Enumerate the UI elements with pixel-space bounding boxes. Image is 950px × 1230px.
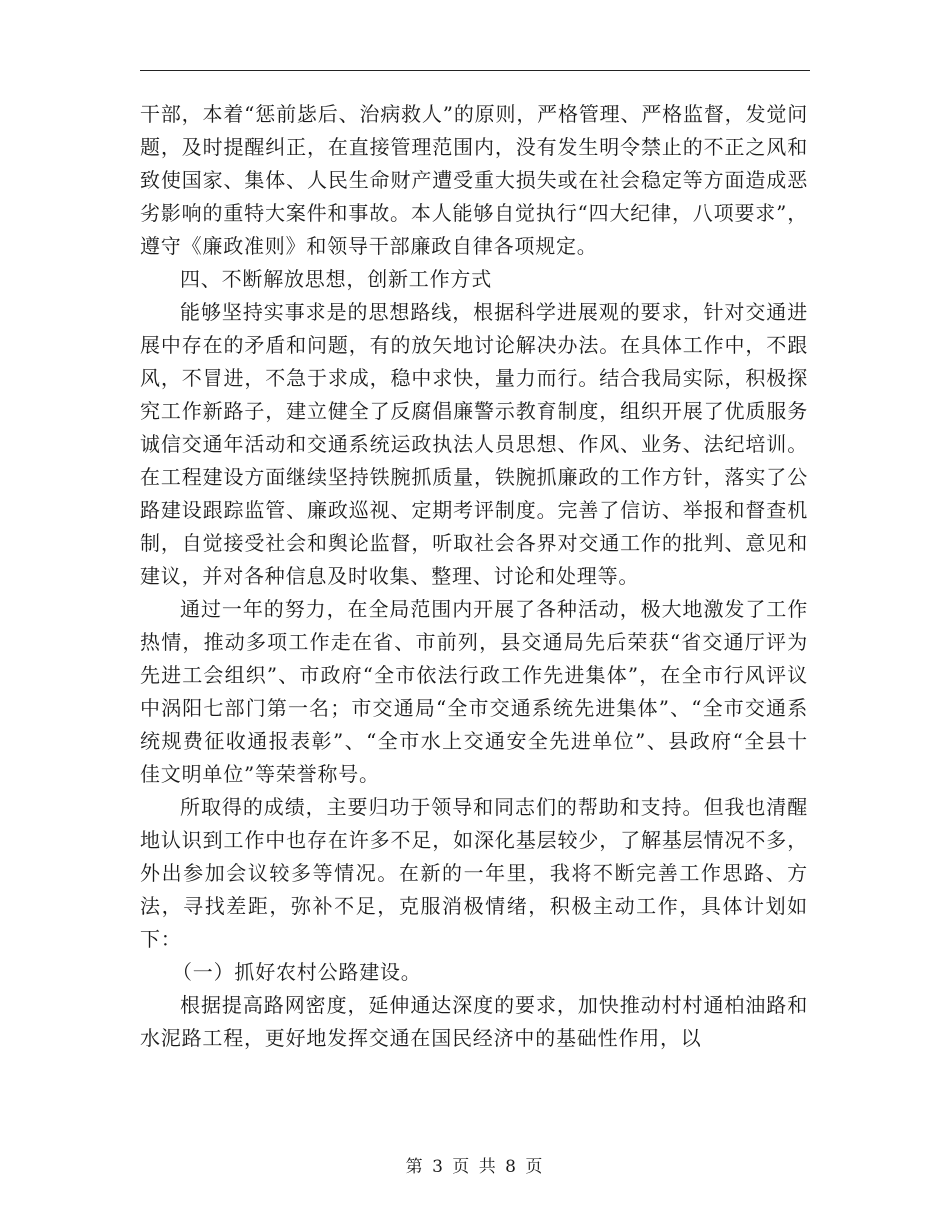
section-heading-4: 四、不断解放思想，创新工作方式 [180,267,492,291]
page-number-footer: 第 3 页 共 8 页 [405,1157,545,1177]
paragraph-achievements: 通过一年的努力，在全局范围内开展了各种活动，极大地激发了工作热情，推动多项工作走在省、市前列，县交通局先后荣获“省交通厅评为先进工会组织”、市政府“全市依法行政工作先进集体”，在全市行风评议中涡阳七部门第一名；市交通局“全市交通系统先进集体”、“全市交通系统规费征收通报表彰”、“全市水上交通安全先进单位”、县政府“全县十佳文明单位”等荣誉称号。 [140,597,808,786]
paragraph-shortcomings: 所取得的成绩，主要归功于领导和同志们的帮助和支持。但我也清醒地认识到工作中也存在许多不足，如深化基层较少，了解基层情况不多，外出参加会议较多等情况。在新的一年里，我将不断完善工作思路、方法，寻找差距，弥补不足，克服消极情绪，积极主动工作，具体计划如下： [140,795,808,951]
paragraph-continuation: 干部，本着“惩前毖后、治病救人”的原则，严格管理、严格监督，发觉问题，及时提醒纠正，在直接管理范围内，没有发生明令禁止的不正之风和致使国家、集体、人民生命财产遭受重大损失或在社会稳定等方面造成恶劣影响的重特大案件和事故。本人能够自觉执行“四大纪律，八项要求”，遵守《廉政准则》和领导干部廉政自律各项规定。 [140,102,808,258]
document-body [140,98,808,1055]
paragraph-rural-roads: 根据提高路网密度，延伸通达深度的要求，加快推动村村通柏油路和水泥路工程，更好地发挥交通在国民经济中的基础性作用，以 [140,993,808,1050]
header-rule [140,70,810,71]
paragraph-work-methods: 能够坚持实事求是的思想路线，根据科学进展观的要求，针对交通进展中存在的矛盾和问题，有的放矢地讨论解决办法。在具体工作中，不跟风，不冒进，不急于求成，稳中求快，量力而行。结合我局实际，积极探究工作新路子，建立健全了反腐倡廉警示教育制度，组织开展了优质服务诚信交通年活动和交通系统运政执法人员思想、作风、业务、法纪培训。在工程建设方面继续坚持铁腕抓质量，铁腕抓廉政的工作方针，落实了公路建设跟踪监管、廉政巡视、定期考评制度。完善了信访、举报和督查机制，自觉接受社会和舆论监督，听取社会各界对交通工作的批判、意见和建议，并对各种信息及时收集、整理、讨论和处理等。 [140,300,808,588]
sub-heading-1: （一）抓好农村公路建设。 [172,960,422,984]
